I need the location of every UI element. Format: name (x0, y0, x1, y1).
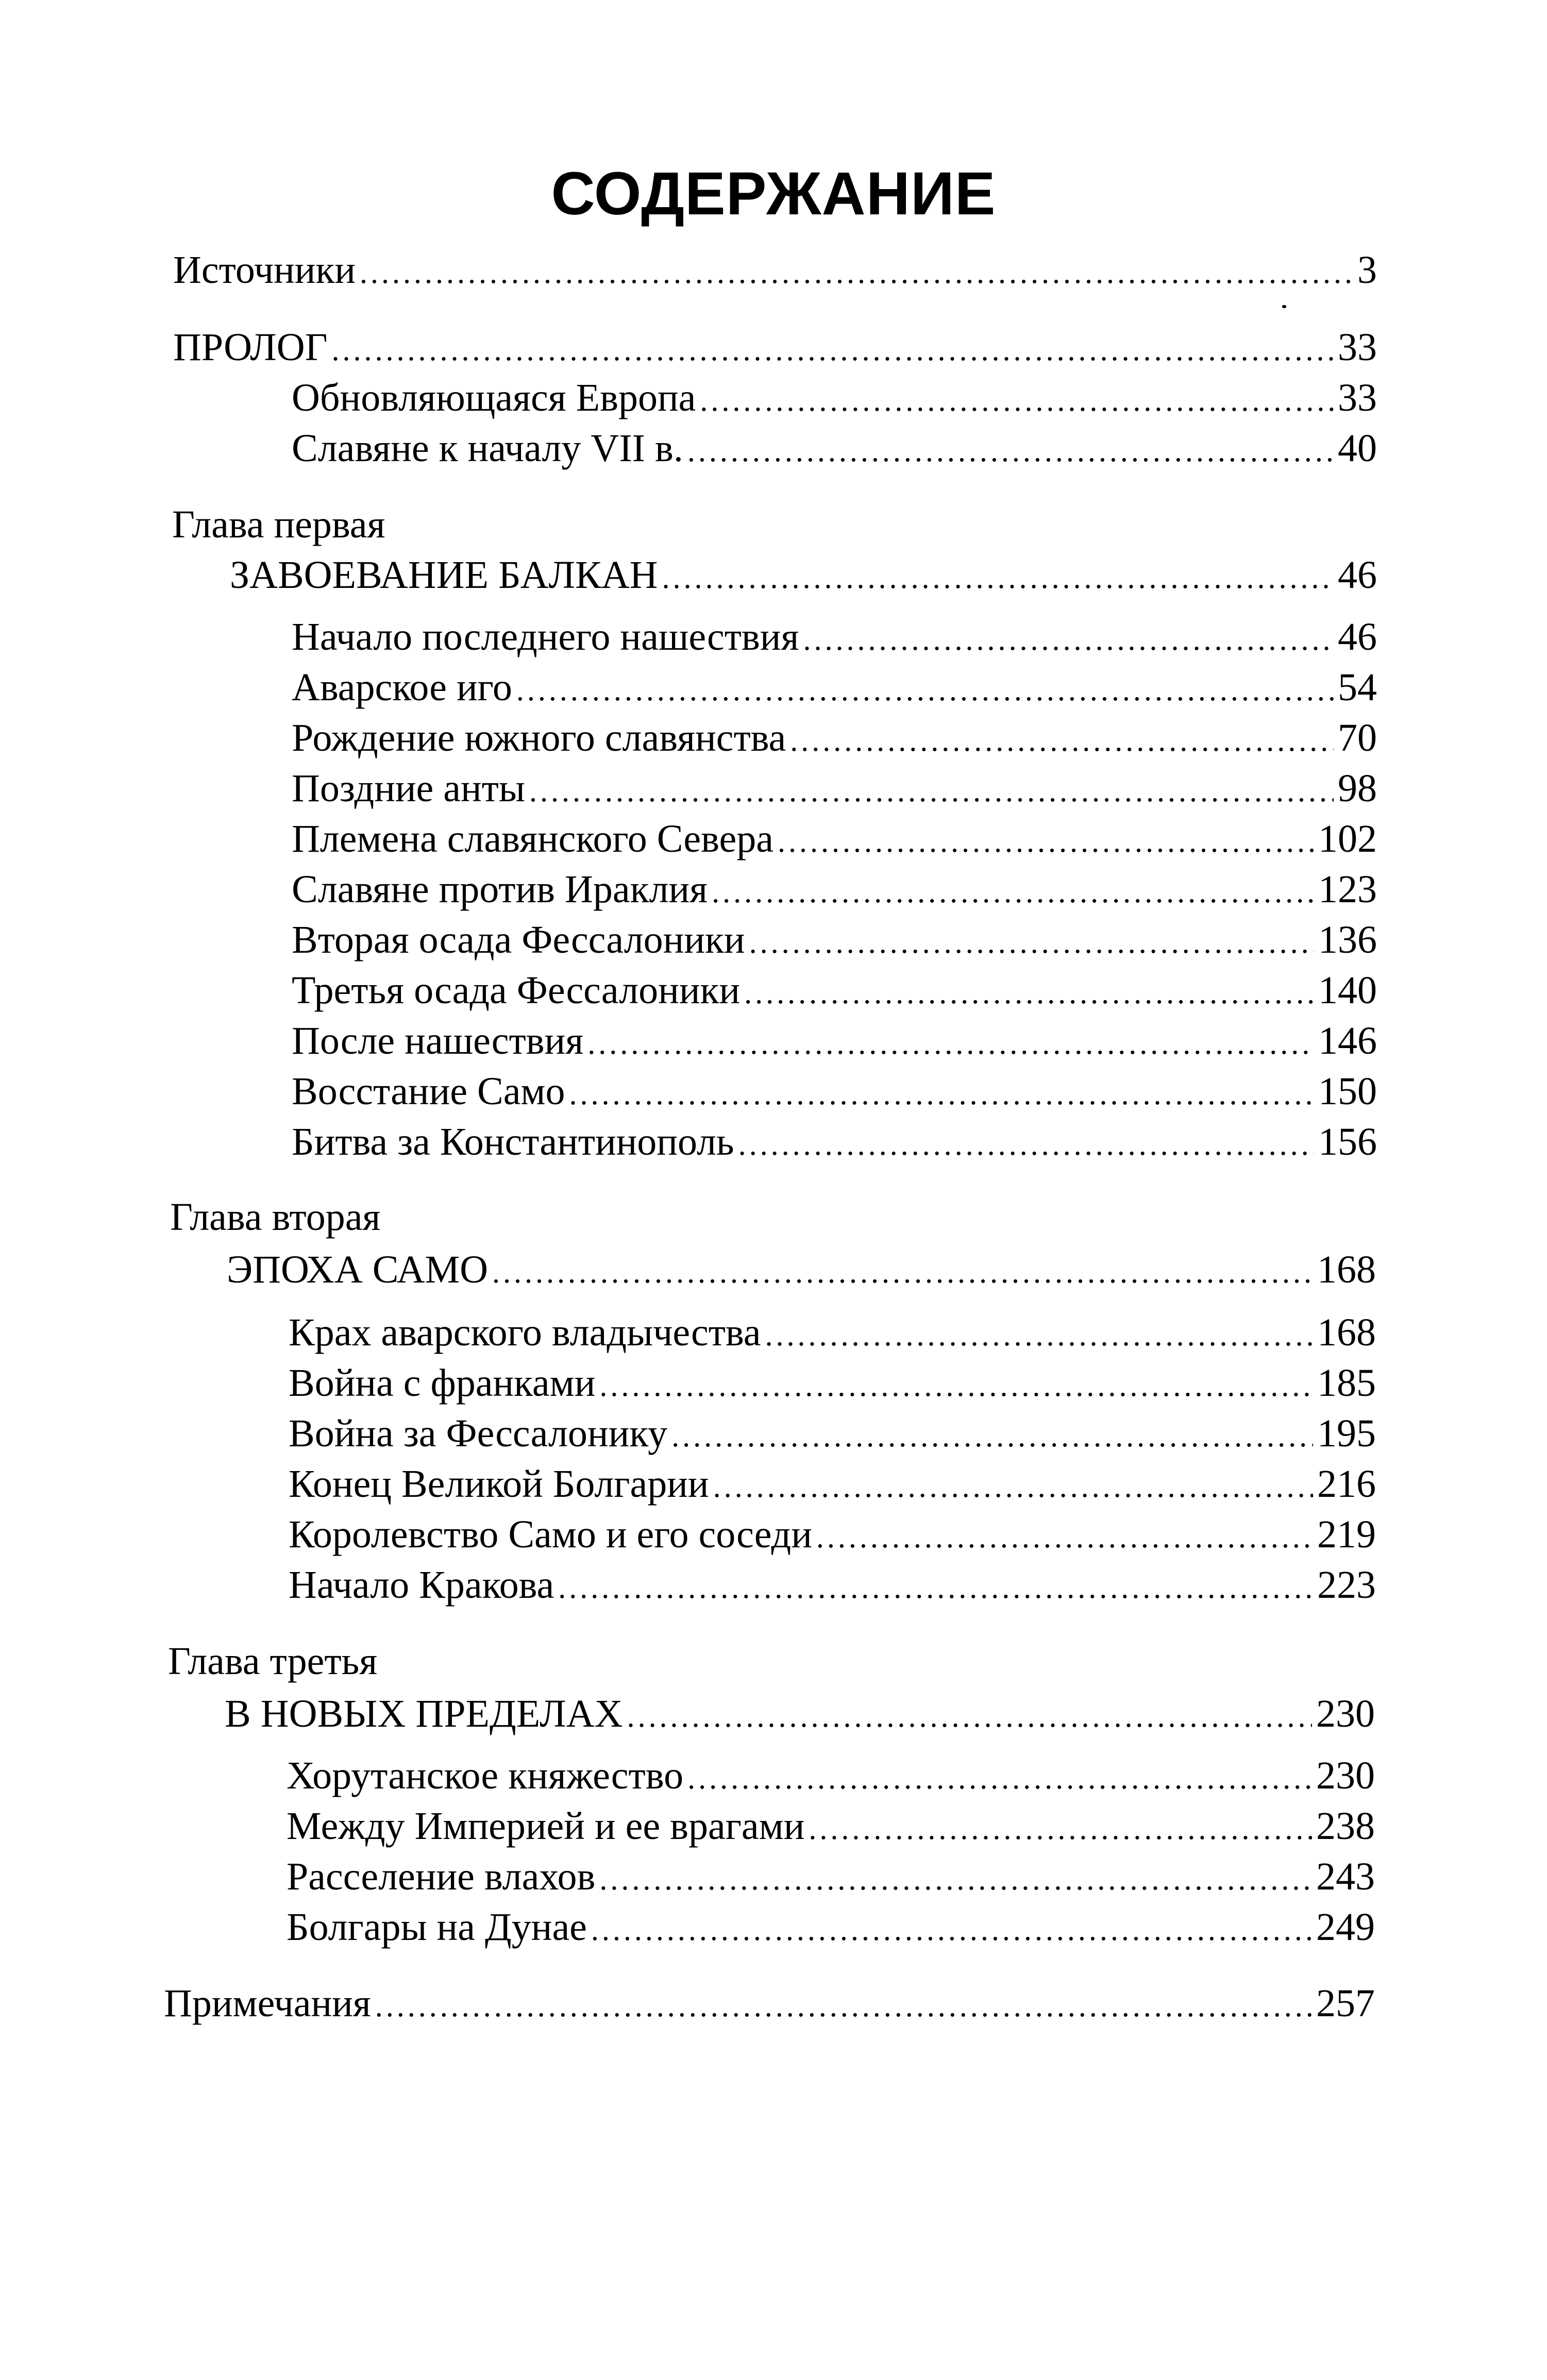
toc-subentry (292, 865, 1377, 917)
toc-subentry (292, 713, 1377, 765)
toc-subentry (287, 1751, 1375, 1803)
toc-entry-page: 123 (1318, 868, 1377, 911)
toc-subentry (287, 1852, 1375, 1904)
toc-entry-label: Хорутанское княжество (287, 1754, 684, 1797)
toc-entry-page: 33 (1338, 376, 1377, 419)
toc-entry-label: После нашествия (292, 1019, 584, 1062)
toc-subentry (289, 1308, 1376, 1360)
dot-leader (627, 1692, 1312, 1741)
dot-leader (765, 1310, 1313, 1360)
toc-entry-page: 238 (1316, 1804, 1375, 1848)
dot-leader (492, 1247, 1313, 1297)
dot-leader (360, 248, 1353, 297)
toc-entry-prologue (173, 323, 1377, 375)
toc-entry-page: 40 (1338, 427, 1377, 470)
chapter-heading: Глава третья (168, 1640, 378, 1683)
toc-entry-page: 102 (1318, 817, 1377, 860)
chapter-heading: Глава вторая (170, 1195, 381, 1239)
toc-entry-page: 46 (1338, 553, 1377, 597)
toc-entry-label: Источники (173, 248, 356, 292)
toc-entry-page: 146 (1318, 1019, 1377, 1062)
dot-leader (744, 968, 1314, 1018)
toc-entry-label: Рождение южного славянства (292, 716, 786, 759)
toc-entry-label: Обновляющаяся Европа (292, 376, 696, 419)
toc-entry-label: Расселение влахов (287, 1855, 596, 1898)
dot-leader (599, 1361, 1313, 1410)
toc-entry-page: 156 (1318, 1120, 1377, 1163)
dot-leader (700, 376, 1334, 425)
toc-entry-page: 136 (1318, 918, 1377, 961)
toc-subentry (292, 373, 1377, 425)
toc-entry-label: Королевство Само и его соседи (289, 1513, 812, 1556)
toc-entry-label: Славяне против Ираклия (292, 868, 708, 911)
dot-leader (558, 1563, 1313, 1612)
dot-leader (587, 1019, 1314, 1068)
toc-entry-label: Война с франками (289, 1361, 596, 1405)
toc-subentry (289, 1560, 1376, 1612)
toc-entry-page: 195 (1317, 1412, 1376, 1455)
toc-subentry (287, 1902, 1375, 1954)
toc-entry-label: Славяне к началу VII в. (292, 427, 683, 470)
toc-entry-page: 223 (1317, 1563, 1376, 1607)
toc-entry-label: Аварское иго (292, 666, 512, 709)
dot-leader (671, 1411, 1313, 1461)
toc-entry-label: ЭПОХА САМО (227, 1248, 489, 1291)
dot-leader (749, 918, 1314, 967)
dot-leader (591, 1905, 1312, 1954)
toc-subentry (292, 915, 1377, 967)
dot-leader (713, 1462, 1313, 1511)
toc-subentry (292, 764, 1377, 816)
dot-leader (803, 615, 1334, 664)
toc-subentry (292, 612, 1377, 664)
dot-leader (375, 1981, 1312, 2031)
dot-leader (569, 1069, 1314, 1119)
toc-entry-label: Крах аварского владычества (289, 1311, 761, 1354)
dot-leader (687, 426, 1334, 476)
toc-subentry (289, 1459, 1376, 1511)
toc-entry-page: 3 (1357, 248, 1377, 292)
toc-entry-label: Начало последнего нашествия (292, 615, 799, 659)
dot-leader (529, 766, 1334, 816)
toc-entry-label: Между Империей и ее врагами (287, 1804, 805, 1848)
toc-subentry (292, 814, 1377, 866)
dot-leader (599, 1854, 1312, 1904)
toc-entry-sources (173, 245, 1377, 297)
dot-leader (790, 716, 1334, 765)
toc-subentry (292, 663, 1377, 715)
toc-entry-page: 33 (1338, 326, 1377, 369)
toc-entry-page: 46 (1338, 615, 1377, 659)
toc-entry-label: ПРОЛОГ (173, 326, 328, 369)
toc-subentry (292, 1117, 1377, 1169)
toc-entry-label: Вторая осада Фессалоники (292, 918, 745, 961)
toc-subentry (287, 1801, 1375, 1853)
toc-subentry (292, 1016, 1377, 1068)
toc-entry-chapter3 (225, 1689, 1375, 1741)
toc-entry-notes (164, 1979, 1375, 2031)
page-title: СОДЕРЖАНИЕ (551, 160, 996, 228)
toc-entry-label: Восстание Само (292, 1070, 565, 1113)
toc-entry-label: Битва за Константинополь (292, 1120, 734, 1163)
toc-entry-label: Примечания (164, 1982, 371, 2025)
toc-entry-page: 230 (1316, 1754, 1375, 1797)
toc-entry-page: 230 (1316, 1692, 1375, 1735)
toc-entry-chapter1 (230, 550, 1377, 602)
toc-entry-label: ЗАВОЕВАНИЕ БАЛКАН (230, 553, 658, 597)
toc-entry-page: 249 (1316, 1905, 1375, 1949)
chapter-heading: Глава первая (172, 503, 385, 546)
toc-entry-page: 150 (1318, 1070, 1377, 1113)
toc-subentry (289, 1409, 1376, 1461)
toc-entry-page: 185 (1317, 1361, 1376, 1405)
toc-entry-label: В НОВЫХ ПРЕДЕЛАХ (225, 1692, 623, 1735)
dot-leader (687, 1753, 1312, 1803)
dot-leader (778, 817, 1314, 866)
dot-leader (332, 325, 1334, 375)
toc-entry-label: Начало Кракова (289, 1563, 554, 1607)
toc-subentry (292, 424, 1377, 476)
toc-entry-label: Племена славянского Севера (292, 817, 774, 860)
dot-leader (712, 867, 1314, 917)
toc-entry-page: 54 (1338, 666, 1377, 709)
dot-leader (516, 665, 1334, 715)
toc-entry-label: Третья осада Фессалоники (292, 969, 741, 1012)
toc-entry-page: 168 (1317, 1311, 1376, 1354)
dot-leader (662, 553, 1334, 602)
toc-entry-label: Конец Великой Болгарии (289, 1462, 709, 1506)
toc-subentry (292, 1067, 1377, 1119)
toc-entry-page: 98 (1338, 767, 1377, 810)
toc-entry-page: 216 (1317, 1462, 1376, 1506)
toc-entry-label: Болгары на Дунае (287, 1905, 587, 1949)
toc-entry-page: 70 (1338, 716, 1377, 759)
toc-entry-page: 243 (1316, 1855, 1375, 1898)
dot-leader (816, 1512, 1313, 1562)
toc-entry-label: Война за Фессалонику (289, 1412, 668, 1455)
toc-entry-chapter2 (227, 1245, 1376, 1297)
toc-subentry (292, 966, 1377, 1018)
toc-subentry (289, 1510, 1376, 1562)
dot-leader (738, 1120, 1314, 1169)
toc-entry-page: 168 (1317, 1248, 1376, 1291)
toc-entry-page: 257 (1316, 1982, 1375, 2025)
dot-leader (809, 1804, 1312, 1853)
toc-entry-page: 140 (1318, 969, 1377, 1012)
toc-subentry (289, 1358, 1376, 1410)
toc-entry-page: 219 (1317, 1513, 1376, 1556)
print-speck (1282, 305, 1286, 308)
toc-entry-label: Поздние анты (292, 767, 525, 810)
